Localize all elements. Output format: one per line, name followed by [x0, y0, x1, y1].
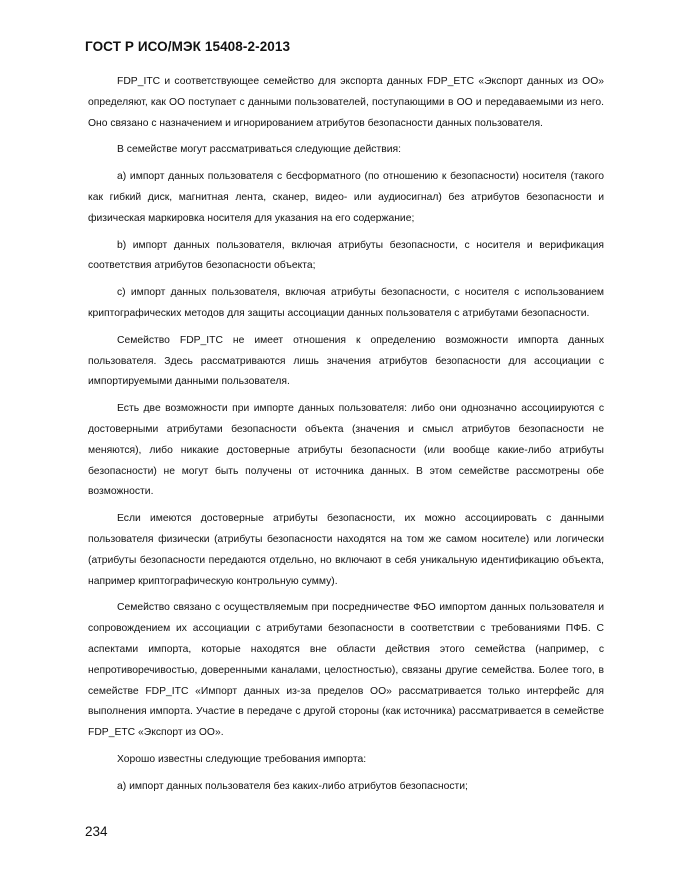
- paragraph-requirements-lead: Хорошо известны следующие требования импорта:: [117, 753, 367, 765]
- paragraph-scope: Семейство FDP_ITC не имеет отношения к определению возможности импорта данных пользователя. Здесь рассматриваются лишь значения атрибутов безопасности для ассоциации с импортируемыми данными пользователя.: [88, 334, 604, 388]
- list-item-a: a) импорт данных пользователя с бесформатного (по отношению к безопасности) носителя (такого как гибкий диск, магнитная лента, сканер, видео- или аудиосигнал) без атрибутов безопасности и физическая маркировка носителя для указания на его содержание;: [88, 171, 604, 224]
- list-item-c: c) импорт данных пользователя, включая атрибуты безопасности, с носителя с использованием криптографических методов для защиты ассоциации данных пользователя с атрибутами безопасности.: [88, 287, 604, 319]
- paragraph-actions-lead: В семействе могут рассматриваться следующие действия:: [117, 144, 401, 156]
- paragraph-two-possibilities: Есть две возможности при импорте данных пользователя: либо они однозначно ассоциируются с достоверными атрибутами безопасности объекта (значения и смысл атрибутов безопасности не меняются), либо никакие достоверные атрибуты безопасности (или вообще какие-либо атрибуты безопасности) не могут быть получены от источника данных. В этом семействе рассмотрены обе возможности.: [88, 403, 604, 498]
- paragraph-family-relation: Семейство связано с осуществляемым при посредничестве ФБО импортом данных пользователя и сопровождением их ассоциации с атрибутами безопасности в соответствии с требованиями ПФБ. С аспектами импорта, которые находятся вне области действия этого семейства (например, с непротиворечивостью, доверенными каналами, целостностью), связаны другие семейства. Более того, в семействе FDP_ITC «Импорт данных из-за пределов ОО» рассматривается только интерфейс для выполнения импорта. Участие в передаче с другой стороны (как источника) рассматривается в семействе FDP_ETC «Экспорт из ОО».: [88, 602, 604, 739]
- document-body: [88, 72, 604, 798]
- list-item-b: b) импорт данных пользователя, включая атрибуты безопасности, с носителя и верификация соответствия атрибутов безопасности объекта;: [88, 239, 604, 272]
- page-header-title: ГОСТ Р ИСО/МЭК 15408-2-2013: [85, 39, 291, 54]
- page-number: 234: [85, 824, 108, 839]
- list-item-req-a: a) импорт данных пользователя без каких-либо атрибутов безопасности;: [117, 780, 468, 792]
- paragraph-trusted-attributes: Если имеются достоверные атрибуты безопасности, их можно ассоциировать с данными пользователя физически (атрибуты безопасности находятся на том же самом носителе) или логически (атрибуты безопасности передаются отдельно, но включают в себя уникальную идентификацию объекта, например криптографическую контрольную сумму).: [88, 513, 604, 587]
- paragraph-intro: FDP_ITC и соответствующее семейство для экспорта данных FDP_ETC «Экспорт данных из ОО» определяют, как ОО поступает с данными пользователей, поступающими в ОО и передаваемыми из него. Оно связано с назначением и игнорированием атрибутов безопасности данных пользователя.: [88, 76, 604, 129]
